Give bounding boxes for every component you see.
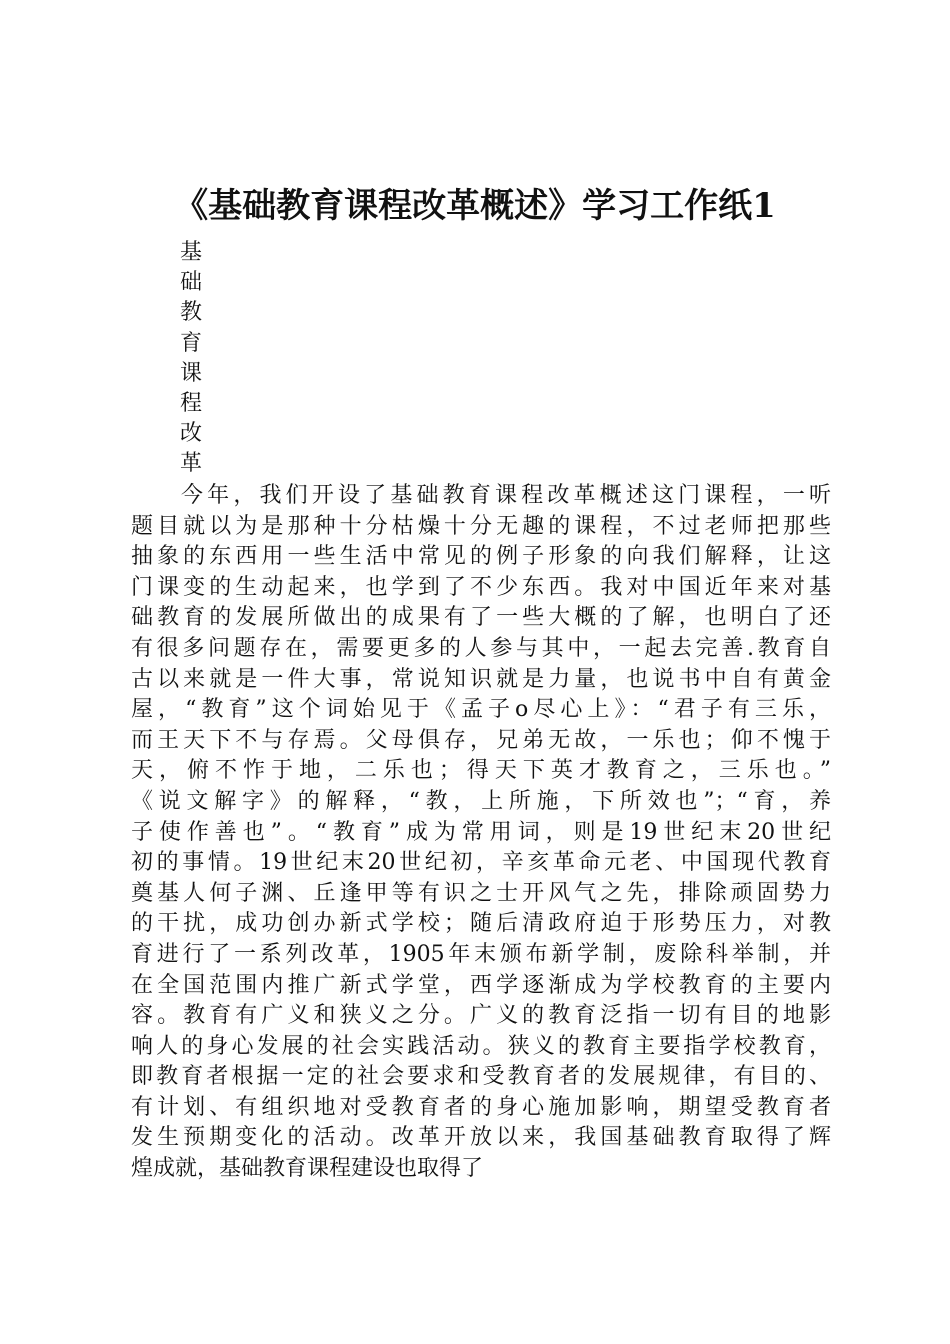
text-line: 今年，我们开设了基础教育课程改革概述这门课程，一听 <box>181 483 831 508</box>
heading-char: 革 <box>180 451 203 477</box>
text-line: 在全国范围内推广新式学堂，西学逐渐成为学校教育的主要内 <box>131 972 831 998</box>
text-line: 发生预期变化的活动。改革开放以来，我国基础教育取得了辉 <box>131 1125 831 1151</box>
heading-char: 教 <box>180 300 203 326</box>
text-line: 抽象的东西用一些生活中常见的例子形象的向我们解释，让这 <box>131 544 831 570</box>
text-line: 有计划、有组织地对受教育者的身心施加影响，期望受教育者 <box>131 1094 831 1120</box>
vertical-heading <box>180 238 206 480</box>
heading-char: 改 <box>180 421 203 447</box>
text-line: 奠基人何子渊、丘逢甲等有识之士开风气之先，排除顽固势力 <box>131 880 831 906</box>
text-line: 子使作善也”。“教育”成为常用词，则是19世纪末20世纪 <box>131 819 831 845</box>
text-line: 《说文解字》的解释，“教，上所施，下所效也”；“育，养 <box>131 788 831 814</box>
text-line: 容。教育有广义和狭义之分。广义的教育泛指一切有目的地影 <box>131 1003 831 1029</box>
text-line: 的干扰，成功创办新式学校；随后清政府迫于形势压力，对教 <box>131 911 831 937</box>
text-line: 屋，“教育”这个词始见于《孟子o尽心上》：“君子有三乐， <box>131 697 831 723</box>
text-line: 即教育者根据一定的社会要求和受教育者的发展规律，有目的、 <box>131 1064 831 1090</box>
document-title: 《基础教育课程改革概述》学习工作纸1 <box>174 186 776 226</box>
text-line: 育进行了一系列改革，1905年末颁布新学制，废除科举制，并 <box>131 941 831 967</box>
text-line: 有很多问题存在，需要更多的人参与其中，一起去完善.教育自 <box>131 635 831 661</box>
text-line: 天，俯不怍于地，二乐也；得天下英才教育之，三乐也。” <box>131 758 831 784</box>
text-line: 古以来就是一件大事，常说知识就是力量，也说书中自有黄金 <box>131 666 831 692</box>
text-line: 初的事情。19世纪末20世纪初，辛亥革命元老、中国现代教育 <box>131 850 831 876</box>
text-line: 响人的身心发展的社会实践活动。狭义的教育主要指学校教育， <box>131 1033 831 1059</box>
heading-char: 课 <box>180 360 203 386</box>
heading-char: 育 <box>180 330 203 356</box>
text-line: 门课变的生动起来，也学到了不少东西。我对中国近年来对基 <box>131 574 831 600</box>
text-line: 题目就以为是那种十分枯燥十分无趣的课程，不过老师把那些 <box>131 513 831 539</box>
heading-char: 础 <box>180 270 203 296</box>
body-paragraph <box>131 481 831 1185</box>
text-line: 煌成就，基础教育课程建设也取得了 <box>131 1156 484 1182</box>
text-line: 础教育的发展所做出的成果有了一些大概的了解，也明白了还 <box>131 605 831 631</box>
heading-char: 程 <box>180 390 203 416</box>
text-line: 而王天下不与存焉。父母俱存，兄弟无故，一乐也；仰不愧于 <box>131 727 831 753</box>
heading-char: 基 <box>180 240 203 265</box>
